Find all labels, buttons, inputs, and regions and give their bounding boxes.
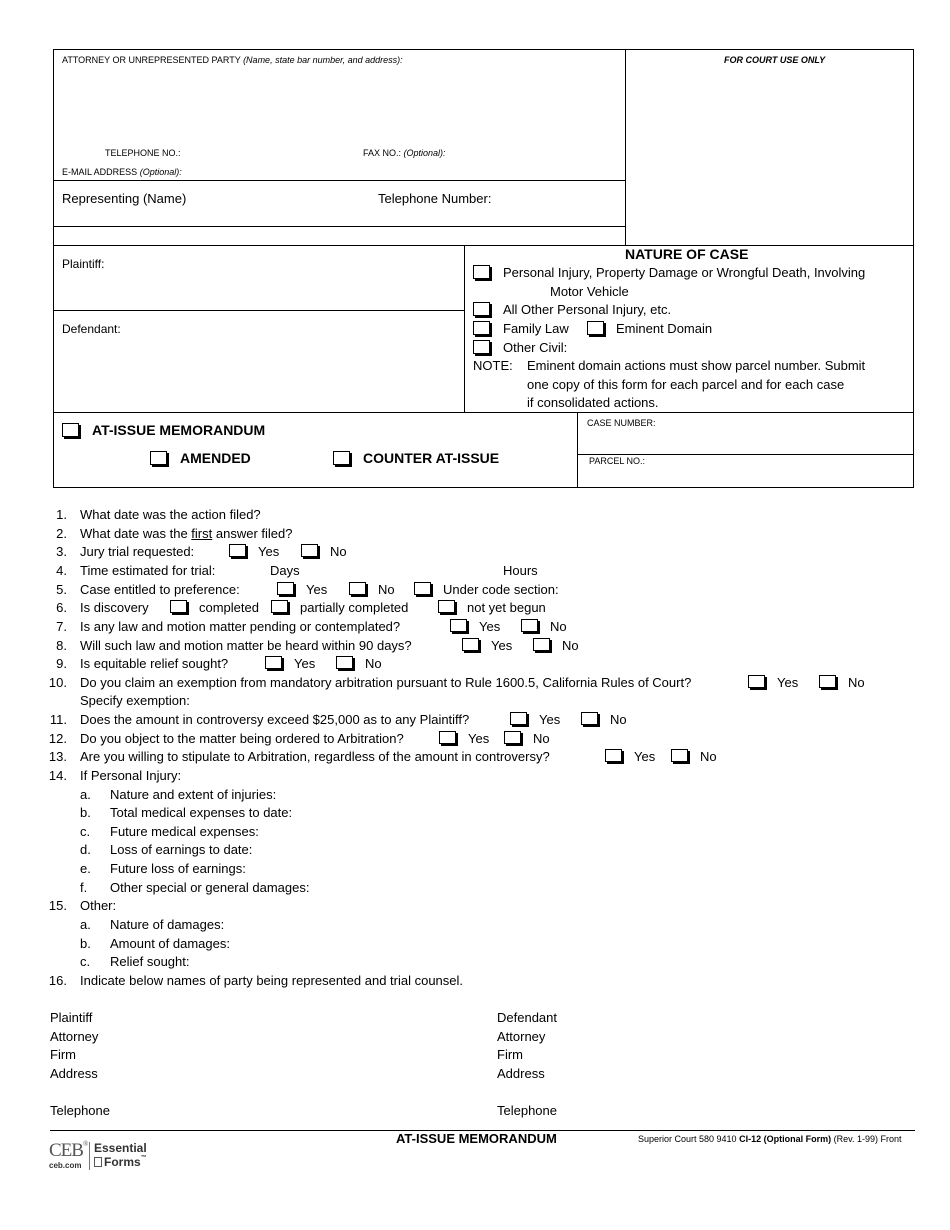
num-14: 14. <box>48 768 67 783</box>
q12-text: Do you object to the matter being ordered to Arbitration? <box>80 731 404 746</box>
fax-label: FAX NO.: (Optional): <box>363 148 446 158</box>
q8-no-checkbox[interactable] <box>533 638 550 651</box>
q6-completed-checkbox[interactable] <box>170 600 187 613</box>
defendant-firm-label: Firm <box>497 1047 523 1062</box>
q5-yes-checkbox[interactable] <box>277 582 294 595</box>
num-16: 16. <box>48 973 67 988</box>
num-1: 1. <box>56 507 67 522</box>
forms-icon <box>94 1157 102 1167</box>
q14f-text: Other special or general damages: <box>110 880 310 895</box>
q5-no-checkbox[interactable] <box>349 582 366 595</box>
q10-yes-label: Yes <box>777 675 799 690</box>
telephone-number-label: Telephone Number: <box>378 191 492 206</box>
q5-code-label: Under code section: <box>443 582 559 597</box>
note-line1: Eminent domain actions must show parcel number. Submit <box>527 358 866 373</box>
q5-text: Case entitled to preference: <box>80 582 240 597</box>
q6-not-begun-label: not yet begun <box>467 600 546 615</box>
q7-yes-checkbox[interactable] <box>450 619 467 632</box>
q11-text: Does the amount in controversy exceed $25,000 as to any Plaintiff? <box>80 712 470 727</box>
q15b-text: Amount of damages: <box>110 936 230 951</box>
court-use-divider <box>625 49 626 246</box>
q3-text: Jury trial requested: <box>80 544 195 559</box>
q14b-text: Total medical expenses to date: <box>110 805 293 820</box>
q10-no-label: No <box>848 675 865 690</box>
q11-no-checkbox[interactable] <box>581 712 598 725</box>
q13-text: Are you willing to stipulate to Arbitration, regardless of the amount in controversy? <box>80 749 550 764</box>
q11-yes-label: Yes <box>539 712 561 727</box>
q8-text: Will such law and motion matter be heard within 90 days? <box>80 638 412 653</box>
q6-not-begun-checkbox[interactable] <box>438 600 455 613</box>
logo-essential: Essential <box>94 1141 147 1155</box>
q9-text: Is equitable relief sought? <box>80 656 229 671</box>
q12-yes-checkbox[interactable] <box>439 731 456 744</box>
defendant-attorney-label: Attorney <box>497 1029 546 1044</box>
case-number-divider <box>577 454 914 455</box>
q7-text: Is any law and motion matter pending or contemplated? <box>80 619 401 634</box>
q4-text: Time estimated for trial: <box>80 563 216 578</box>
attorney-label: ATTORNEY OR UNREPRESENTED PARTY (Name, state bar number, and address): <box>62 55 403 65</box>
plaintiff-firm-label: Firm <box>50 1047 76 1062</box>
num-10: 10. <box>48 675 67 690</box>
plaintiff-block-label: Plaintiff <box>50 1010 93 1025</box>
nature-eminent-domain-checkbox[interactable] <box>587 321 604 335</box>
nature-opt3: Family Law <box>503 321 569 336</box>
nature-opt4: Eminent Domain <box>616 321 713 336</box>
amended-label: AMENDED <box>180 450 251 466</box>
ceb-logo <box>49 1140 159 1172</box>
note-line2: one copy of this form for each parcel and for each case <box>527 377 845 392</box>
logo-ceb: CEB® <box>49 1140 88 1161</box>
logo-divider <box>89 1142 90 1170</box>
q13-no-checkbox[interactable] <box>671 749 688 762</box>
q2-text: What date was the first answer filed? <box>80 526 293 541</box>
q12-yes-label: Yes <box>468 731 490 746</box>
q6-text: Is discovery <box>80 600 149 615</box>
q16-text: Indicate below names of party being represented and trial counsel. <box>80 973 464 988</box>
note-label: NOTE: <box>473 358 513 373</box>
q8-yes-checkbox[interactable] <box>462 638 479 651</box>
defendant-label: Defendant: <box>62 322 121 336</box>
nature-opt5: Other Civil: <box>503 340 568 355</box>
q1-text: What date was the action filed? <box>80 507 261 522</box>
q15a-letter: a. <box>80 917 91 932</box>
q8-no-label: No <box>562 638 579 653</box>
nature-opt1-line2: Motor Vehicle <box>550 284 629 299</box>
num-13: 13. <box>48 749 67 764</box>
q4-hours: Hours <box>503 563 538 578</box>
num-7: 7. <box>56 619 67 634</box>
nature-of-case-title: NATURE OF CASE <box>625 246 749 262</box>
q15-text: Other: <box>80 898 117 913</box>
case-number-label: CASE NUMBER: <box>587 418 656 428</box>
q10-text: Do you claim an exemption from mandatory arbitration pursuant to Rule 1600.5, California Rules of Court? <box>80 675 692 690</box>
nature-other-pi-checkbox[interactable] <box>473 302 490 316</box>
q11-no-label: No <box>610 712 627 727</box>
nature-motor-vehicle-checkbox[interactable] <box>473 265 490 279</box>
q10-yes-checkbox[interactable] <box>748 675 765 688</box>
q5-code-checkbox[interactable] <box>414 582 431 595</box>
q14-text: If Personal Injury: <box>80 768 182 783</box>
logo-site: ceb.com <box>49 1161 82 1170</box>
num-2: 2. <box>56 526 67 541</box>
nature-opt2: All Other Personal Injury, etc. <box>503 302 672 317</box>
q7-no-label: No <box>550 619 567 634</box>
q14b-letter: b. <box>80 805 91 820</box>
num-6: 6. <box>56 600 67 615</box>
num-9: 9. <box>56 656 67 671</box>
logo-forms: Forms™ <box>104 1155 147 1169</box>
q15c-text: Relief sought: <box>110 954 190 969</box>
num-11: 11. <box>49 712 67 727</box>
defendant-telephone-label: Telephone <box>497 1103 557 1118</box>
memo-divider <box>577 412 578 488</box>
q13-no-label: No <box>700 749 717 764</box>
email-divider <box>53 180 626 181</box>
num-8: 8. <box>56 638 67 653</box>
court-use-label: FOR COURT USE ONLY <box>724 55 826 65</box>
q10-specify: Specify exemption: <box>80 693 190 708</box>
num-5: 5. <box>56 582 67 597</box>
q15a-text: Nature of damages: <box>110 917 225 932</box>
q13-yes-label: Yes <box>634 749 656 764</box>
q13-yes-checkbox[interactable] <box>605 749 622 762</box>
num-3: 3. <box>56 544 67 559</box>
defendant-address-label: Address <box>497 1066 545 1081</box>
q9-no-label: No <box>365 656 382 671</box>
plaintiff-divider <box>53 310 465 311</box>
q12-no-label: No <box>533 731 550 746</box>
q5-no-label: No <box>378 582 395 597</box>
amended-checkbox[interactable] <box>150 451 167 465</box>
q3-no-label: No <box>330 544 347 559</box>
representing-label: Representing (Name) <box>62 191 187 206</box>
counter-at-issue-label: COUNTER AT-ISSUE <box>363 450 500 466</box>
at-issue-label: AT-ISSUE MEMORANDUM <box>92 422 266 438</box>
q9-yes-label: Yes <box>294 656 316 671</box>
q14c-letter: c. <box>80 824 91 839</box>
plaintiff-attorney-label: Attorney <box>50 1029 99 1044</box>
q6-partial-checkbox[interactable] <box>271 600 288 613</box>
parties-divider <box>464 245 465 413</box>
q14e-text: Future loss of earnings: <box>110 861 246 876</box>
q14a-letter: a. <box>80 787 91 802</box>
q14d-text: Loss of earnings to date: <box>110 842 253 857</box>
num-12: 12. <box>48 731 67 746</box>
num-15: 15. <box>48 898 67 913</box>
num-4: 4. <box>56 563 67 578</box>
parcel-label: PARCEL NO.: <box>589 456 646 466</box>
header-box <box>53 49 914 246</box>
q3-yes-label: Yes <box>258 544 280 559</box>
q7-yes-label: Yes <box>479 619 501 634</box>
q5-yes-label: Yes <box>306 582 328 597</box>
footer-title: AT-ISSUE MEMORANDUM <box>396 1131 557 1146</box>
q9-yes-checkbox[interactable] <box>265 656 282 669</box>
at-issue-checkbox[interactable] <box>62 423 79 437</box>
nature-opt1-line1: Personal Injury, Property Damage or Wrongful Death, Involving <box>503 265 866 280</box>
q7-no-checkbox[interactable] <box>521 619 538 632</box>
q10-no-checkbox[interactable] <box>819 675 836 688</box>
nature-family-law-checkbox[interactable] <box>473 321 490 335</box>
q12-no-checkbox[interactable] <box>504 731 521 744</box>
note-line3: if consolidated actions. <box>527 395 659 410</box>
q6-completed-label: completed <box>199 600 259 615</box>
representing-divider <box>53 226 626 227</box>
q11-yes-checkbox[interactable] <box>510 712 527 725</box>
q15b-letter: b. <box>80 936 91 951</box>
footer-form-ref: Superior Court 580 9410 CI-12 (Optional Form) (Rev. 1-99) Front <box>638 1134 902 1144</box>
plaintiff-address-label: Address <box>50 1066 98 1081</box>
q14e-letter: e. <box>80 861 91 876</box>
plaintiff-telephone-label: Telephone <box>50 1103 110 1118</box>
q3-no-checkbox[interactable] <box>301 544 318 557</box>
q14d-letter: d. <box>80 842 91 857</box>
counter-at-issue-checkbox[interactable] <box>333 451 350 465</box>
nature-other-civil-checkbox[interactable] <box>473 340 490 354</box>
telephone-label: TELEPHONE NO.: <box>105 148 181 158</box>
q15c-letter: c. <box>80 954 91 969</box>
q14c-text: Future medical expenses: <box>110 824 259 839</box>
plaintiff-label: Plaintiff: <box>62 257 105 271</box>
q4-days: Days <box>270 563 300 578</box>
q8-yes-label: Yes <box>491 638 513 653</box>
q14a-text: Nature and extent of injuries: <box>110 787 277 802</box>
q14f-letter: f. <box>80 880 88 895</box>
q3-yes-checkbox[interactable] <box>229 544 246 557</box>
email-label: E-MAIL ADDRESS (Optional): <box>62 167 182 177</box>
q6-partial-label: partially completed <box>300 600 409 615</box>
q9-no-checkbox[interactable] <box>336 656 353 669</box>
defendant-block-label: Defendant <box>497 1010 557 1025</box>
